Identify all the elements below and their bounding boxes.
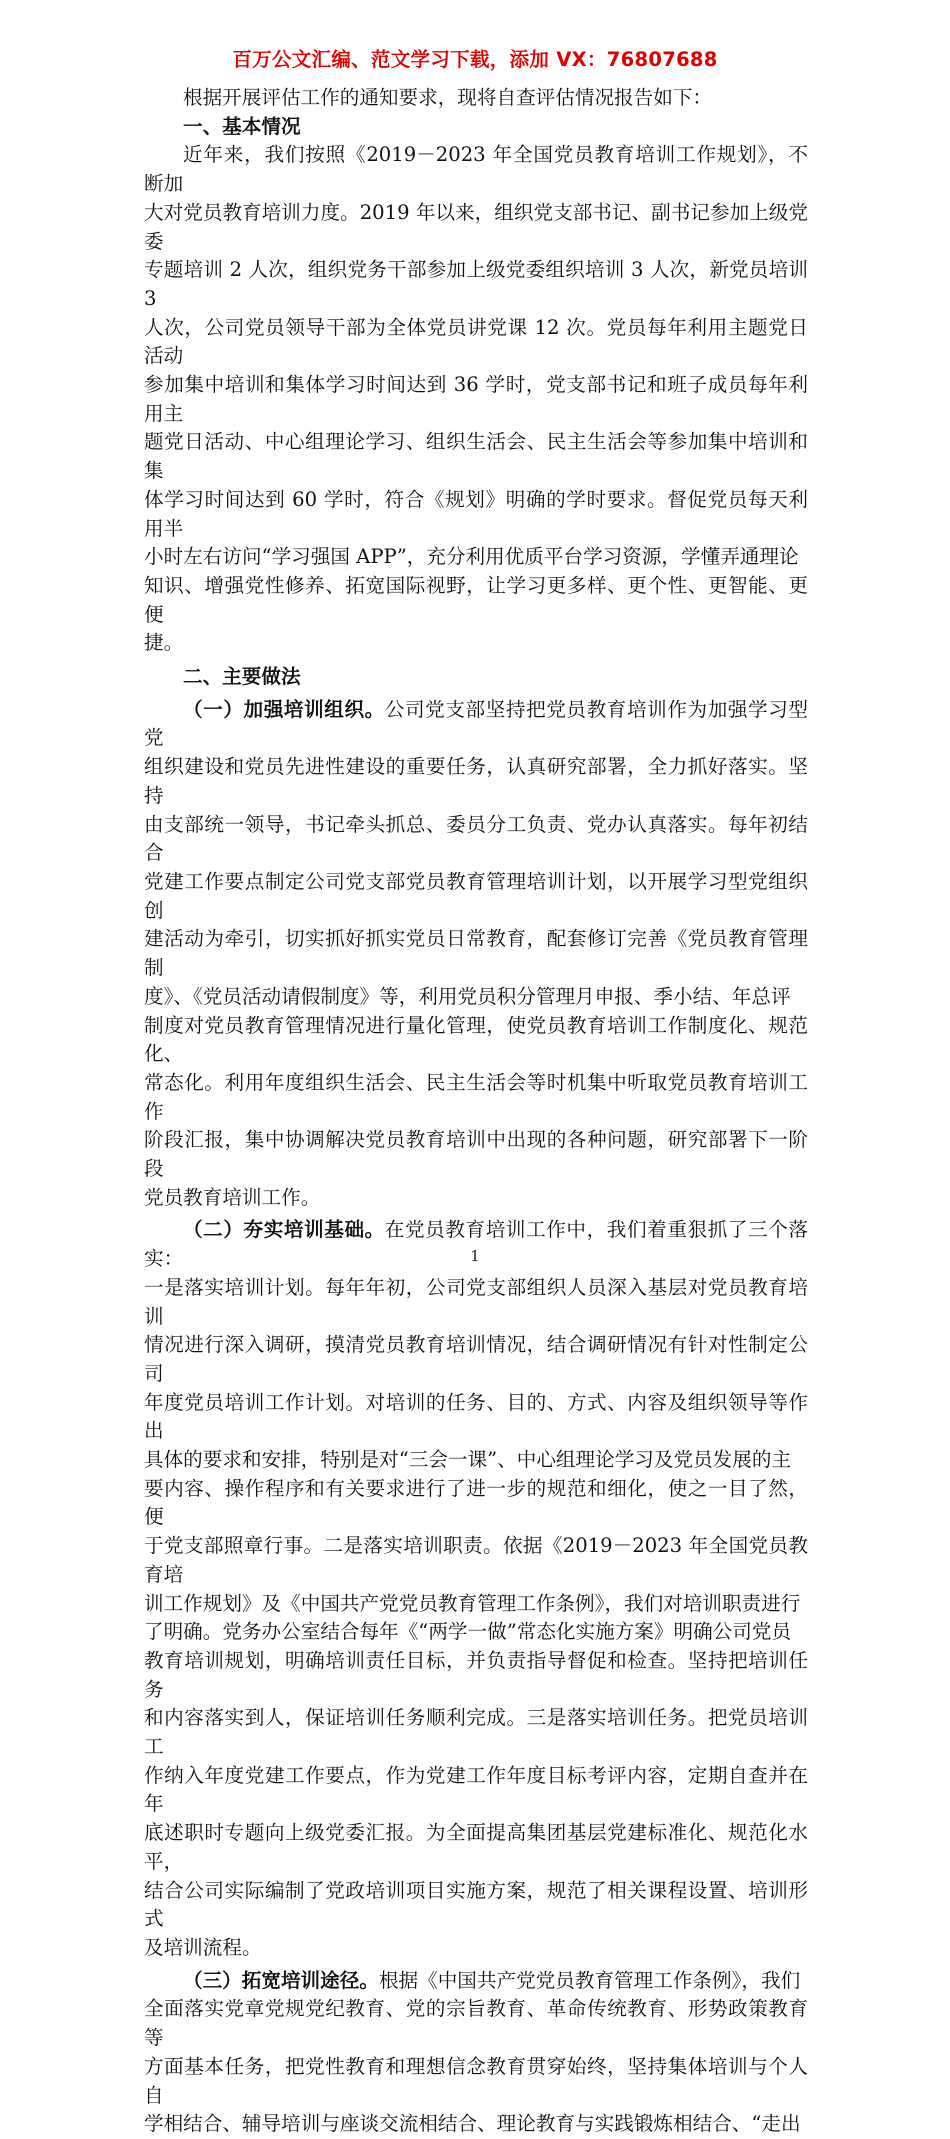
method-lead-foundation: （二）夯实培训基础。 [183,1218,385,1242]
watermark-header: 百万公文汇编、范文学习下载，添加 VX：76807688 [232,48,718,71]
method-body-channels: 根据《中国共产党党员教育管理工作条例》，我们 全面落实党章党规党纪教育、党的宗旨教育、革命传统教育、形势政策教育等 方面基本任务，把党性教育和理想信念教育贯穿始终，坚持集体培训与个人自 学相结合、辅导培训与座谈交流相结合、理论教育与实践锻炼相结合、“走出 [144,1968,808,2136]
method-paragraph-foundation [144,1216,808,1962]
section-heading-basic: 一、基本情况 [183,114,301,138]
page-number: 1 [470,1247,480,1265]
method-body-organization: 公司党支部坚持把党员教育培训作为加强学习型党 组织建设和党员先进性建设的重要任务，认真研究部署，全力抓好落实。坚持 由支部统一领导，书记牵头抓总、委员分工负责、党办认真落实。每年初结合 党建工作要点制定公司党支部党员教育管理培训计划，以开展学习型党组织创 建活动为牵引，切实抓好抓实党员日常教育，配套修订完善《党员教育管理制 度》、《党员活动请假制度》等，利用党员积分管理月申报、季小结、年总评 制度对党员教育管理情况进行量化管理，使党员教育培训工作制度化、规范化、 常态化。利用年度组织生活会、民主生活会等时机集中听取党员教育培训工作 阶段汇报，集中协调解决党员教育培训中出现的各种问题，研究部署下一阶段 党员教育培训工作。 [144,697,809,1209]
section-heading-methods: 二、主要做法 [183,665,301,689]
method-lead-organization: （一）加强培训组织。 [183,697,385,721]
method-paragraph-organization [144,696,808,1213]
document-body [144,84,808,2139]
intro-paragraph: 根据开展评估工作的通知要求，现将自查评估情况报告如下： [183,86,713,109]
section-basic-paragraph: 近年来，我们按照《2019－2023 年全国党员教育培训工作规划》，不断加 大对党员教育培训力度。2019 年以来，组织党支部书记、副书记参加上级党委 专题培训 2 人次，组织党务干部参加上级党委组织培训 3 人次，新党员培训 3 人次，公司党员领导干部为全体党员讲党课 12 次。党员每年利用主题党日活动 参加集中培训和集体学习时间达到 36 学时，党支部书记和班子成员每年利用主 题党日活动、中心组理论学习、组织生活会、民主生活会等参加集中培训和集 体学习时间达到 60 学时，符合《规划》明确的学时要求。督促党员每天利用半 小时左右访问“学习强国 APP”，充分利用优质平台学习资源，学懂弄通理论 知识、增强党性修养、拓宽国际视野，让学习更多样、更个性、更智能、更便 捷。 [144,143,808,655]
method-paragraph-channels [144,1967,808,2139]
method-body-foundation: 在党员教育培训工作中，我们着重狠抓了三个落实： 一是落实培训计划。每年年初，公司党支部组织人员深入基层对党员教育培训 情况进行深入调研，摸清党员教育培训情况，结合调研情况有针对性制定公司 年度党员培训工作计划。对培训的任务、目的、方式、内容及组织领导等作出 具体的要求和安排，特别是对“三会一课”、中心组理论学习及党员发展的主 要内容、操作程序和有关要求进行了进一步的规范和细化，使之一目了然，便 于党支部照章行事。二是落实培训职责。依据《2019－2023 年全国党员教育培 训工作规划》及《中国共产党党员教育管理工作条例》，我们对培训职责进行 了明确。党务办公室结合每年《“两学一做”常态化实施方案》明确公司党员 教育培训规划，明确培训责任目标，并负责指导督促和检查。坚持把培训任务 和内容落实到人，保证培训任务顺利完成。三是落实培训任务。把党员培训工 作纳入年度党建工作要点，作为党建工作年度目标考评内容，定期自查并在年 底述职时专题向上级党委汇报。为全面提高集团基层党建标准化、规范化水平， 结合公司实际编制了党政培训项目实施方案，规范了相关课程设置、培训形式 及培训流程。 [144,1218,809,1959]
method-lead-channels: （三）拓宽培训途径。 [183,1968,379,1992]
